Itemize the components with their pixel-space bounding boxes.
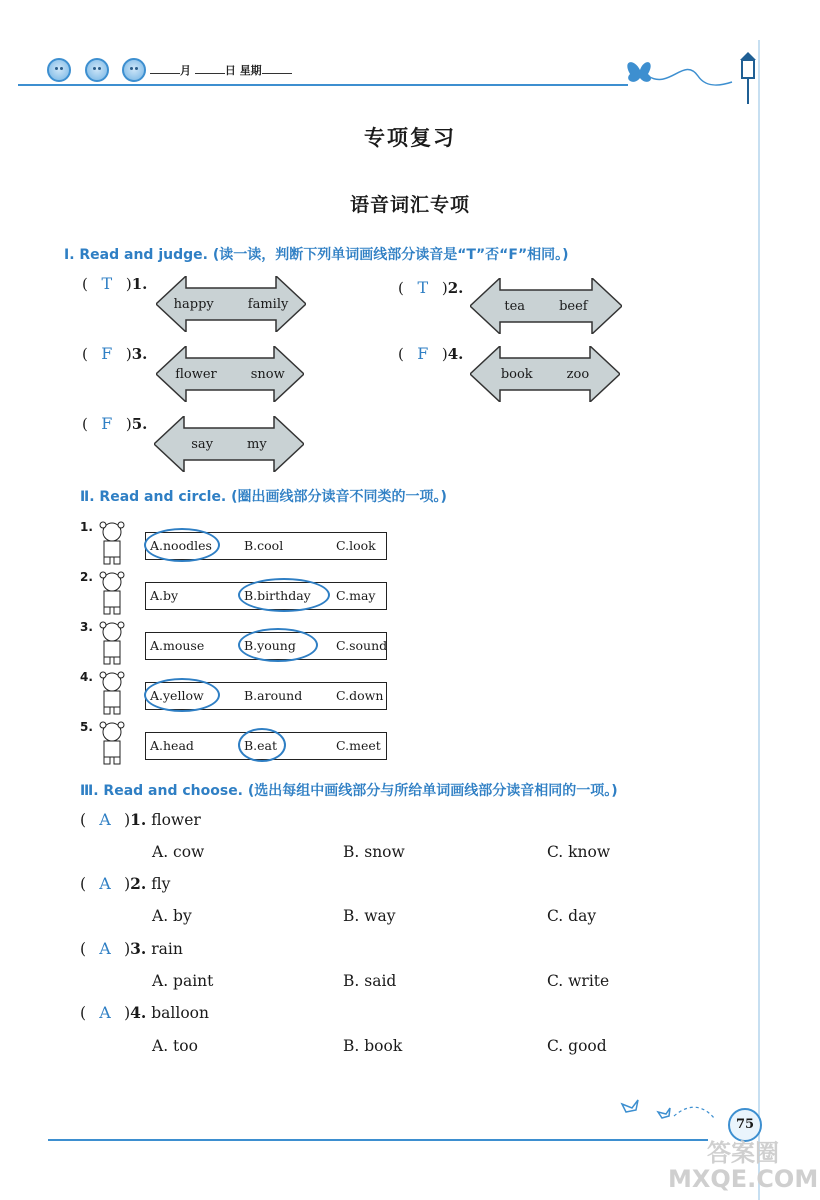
page-title: 专项复习: [364, 126, 456, 150]
circle-box-1: [145, 532, 387, 560]
option-a: A.head: [150, 738, 194, 753]
bear-icon: [92, 520, 132, 566]
option-a: A.by: [150, 588, 179, 603]
judge-item-3: ( F )3.: [82, 344, 148, 363]
option-a: A.noodles: [150, 538, 212, 553]
judge-item-1: ( T )1.: [82, 274, 148, 293]
choose-option-b: B. book: [343, 1037, 403, 1055]
choose-option-b: B. way: [343, 907, 396, 925]
watermark: 答案圈 MXQE.COM: [668, 1139, 819, 1193]
choose-option-a: A. by: [152, 907, 192, 925]
option-c: C.sound: [336, 638, 388, 653]
choose-option-c: C. write: [547, 972, 610, 990]
header-rule: [18, 84, 628, 86]
bear-icon: [92, 720, 132, 766]
option-a: A.mouse: [150, 638, 205, 653]
butterfly-lamp-icon: [620, 46, 770, 106]
judge-item-2: ( T )2.: [398, 278, 464, 297]
double-arrow-2: [470, 278, 622, 334]
circle-item-number: 2.: [80, 570, 93, 584]
option-b: B.eat: [244, 738, 278, 753]
arrow-word: say: [191, 436, 214, 452]
double-arrow-4: [470, 346, 620, 402]
bear-icon: [92, 570, 132, 616]
choose-option-b: B. snow: [343, 843, 405, 861]
option-b: B.cool: [244, 538, 284, 553]
arrow-word: family: [247, 296, 289, 312]
answer-circle: [238, 628, 318, 662]
bear-icon: [92, 670, 132, 716]
circle-box-2: [145, 582, 387, 610]
answer-circle: [144, 528, 220, 562]
section1-heading: Ⅰ. Read and judge. (读一读，判断下列单词画线部分读音是“T”否“F”相同。): [64, 247, 569, 263]
arrow-word: beef: [559, 298, 588, 314]
choose-option-c: C. good: [547, 1037, 607, 1055]
judge-item-5: ( F )5.: [82, 414, 148, 433]
double-arrow-1: [156, 276, 306, 332]
circle-item-number: 4.: [80, 670, 93, 684]
choose-option-c: C. day: [547, 907, 597, 925]
arrow-word: zoo: [566, 366, 590, 382]
section3-heading: Ⅲ. Read and choose. (选出每组中画线部分与所给单词画线部分读音相同的一项。): [80, 783, 618, 799]
section2-heading: Ⅱ. Read and circle. (圈出画线部分读音不同类的一项。): [80, 489, 447, 505]
judge-item-4: ( F )4.: [398, 344, 464, 363]
option-c: C.meet: [336, 738, 381, 753]
smiley-face-icon: [47, 58, 71, 82]
page-subtitle: 语音词汇专项: [349, 194, 470, 216]
choose-option-a: A. cow: [152, 843, 205, 861]
option-c: C.look: [336, 538, 376, 553]
choose-option-a: A. paint: [152, 972, 214, 990]
double-arrow-3: [156, 346, 304, 402]
circle-box-3: [145, 632, 387, 660]
circle-box-5: [145, 732, 387, 760]
option-a: A.yellow: [150, 688, 204, 703]
circle-item-number: 3.: [80, 620, 93, 634]
smiley-face-icon: [122, 58, 146, 82]
footer-rule: [48, 1139, 708, 1141]
circle-item-number: 5.: [80, 720, 93, 734]
option-b: B.young: [244, 638, 296, 653]
arrow-word: snow: [250, 366, 285, 382]
choose-option-b: B. said: [343, 972, 397, 990]
choose-question-4: ( A )4. balloon: [80, 1003, 209, 1022]
option-c: C.may: [336, 588, 376, 603]
arrow-word: my: [247, 436, 267, 452]
page-number: 75: [728, 1108, 762, 1142]
circle-item-number: 1.: [80, 520, 93, 534]
smiley-face-icon: [85, 58, 109, 82]
choose-option-a: A. too: [152, 1037, 198, 1055]
bear-icon: [92, 620, 132, 666]
answer-circle: [144, 678, 220, 712]
option-b: B.around: [244, 688, 303, 703]
option-b: B.birthday: [244, 588, 311, 603]
arrow-word: tea: [504, 298, 526, 314]
choose-question-2: ( A )2. fly: [80, 874, 171, 893]
option-c: C.down: [336, 688, 384, 703]
answer-circle: [238, 728, 286, 762]
arrow-word: book: [500, 366, 533, 382]
choose-option-c: C. know: [547, 843, 611, 861]
circle-box-4: [145, 682, 387, 710]
arrow-word: flower: [175, 366, 217, 382]
date-line: 月 日 星期: [150, 62, 292, 78]
answer-circle: [238, 578, 330, 612]
choose-question-3: ( A )3. rain: [80, 939, 183, 958]
arrow-word: happy: [173, 296, 214, 312]
choose-question-1: ( A )1. flower: [80, 810, 201, 829]
bird-doodle-icon: [618, 1094, 728, 1134]
double-arrow-5: [154, 416, 304, 472]
